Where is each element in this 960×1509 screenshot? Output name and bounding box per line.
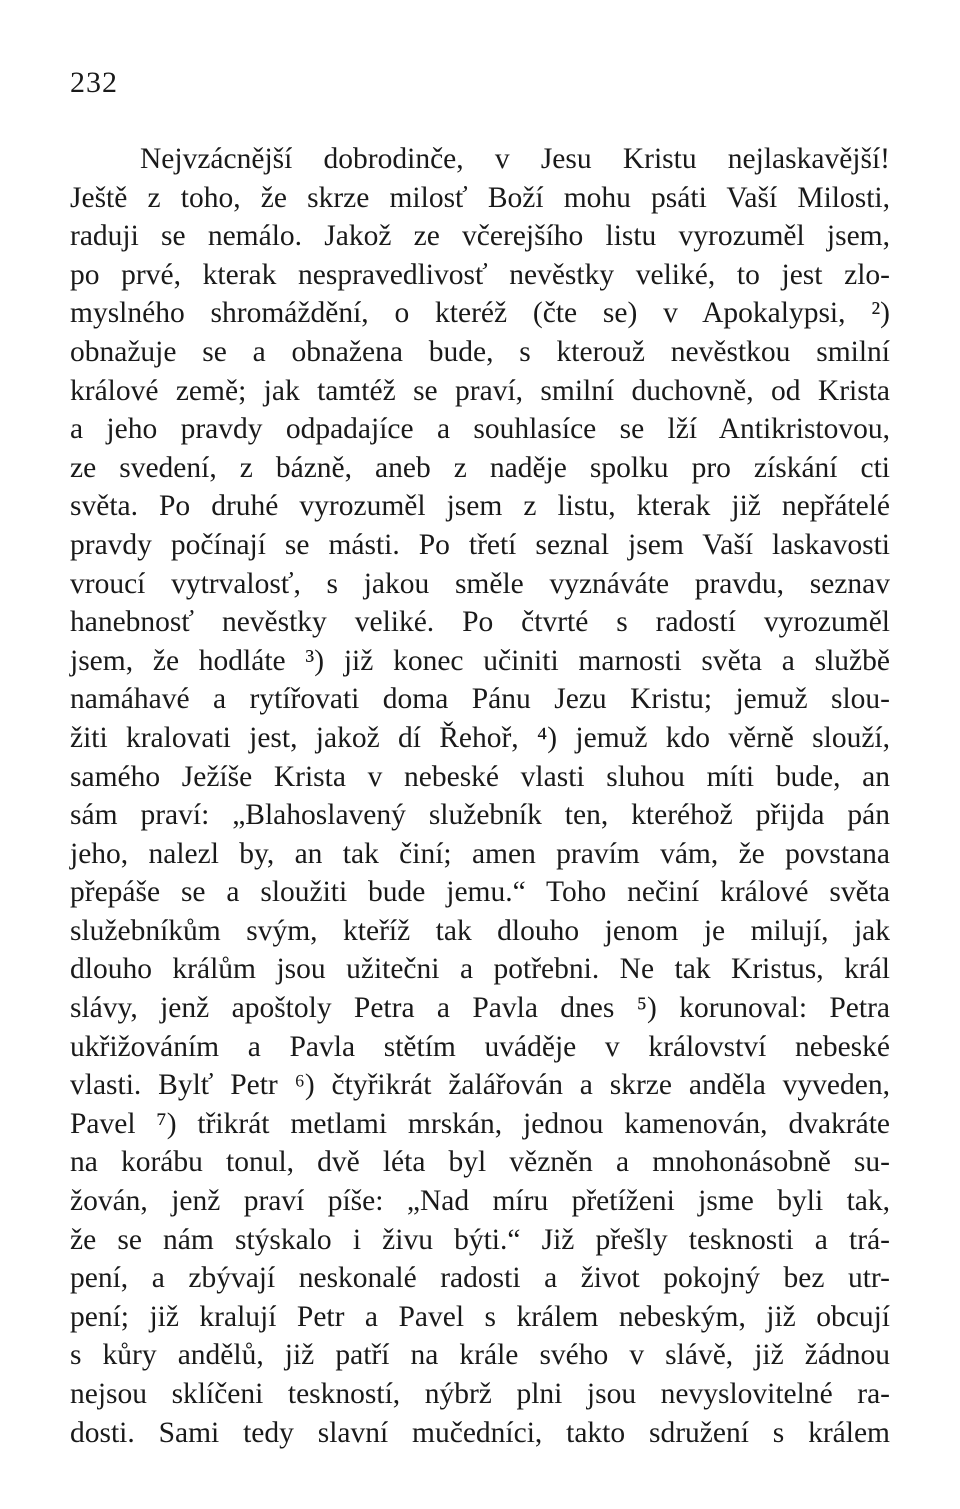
text-line: králové země; jak tamtéž se praví, smilní duchovně, od Krista — [70, 374, 890, 407]
text-line: jsem, že hodláte ³) již konec učiniti marnosti světa a službě — [70, 644, 890, 677]
text-line: že se nám stýskalo i živu býti.“ Již přešly tesknosti a trá- — [70, 1223, 890, 1256]
text-line: pravdy počínají se másti. Po třetí seznal jsem Vaší laskavosti — [70, 528, 890, 561]
text-line: Nejvzácnější dobrodinče, v Jesu Kristu nejlaskavější! — [140, 143, 890, 175]
text-line: vlasti. Bylť Petr ⁶) čtyřikrát žalářován a skrze anděla vyveden, — [70, 1069, 890, 1102]
text-line: hanebnosť nevěstky veliké. Po čtvrté s radostí vyrozuměl — [70, 606, 890, 639]
text-line: raduji se nemálo. Jakož ze včerejšího listu vyrozuměl jsem, — [70, 220, 890, 253]
text-line: jeho, nalezl by, an tak činí; amen pravím vám, že povstana — [70, 837, 890, 870]
text-line: s kůry andělů, již patří na krále svého v slávě, již žádnou — [70, 1339, 890, 1372]
text-line: dlouho králům jsou užitečni a potřebni. Ne tak Kristus, král — [70, 953, 890, 986]
text-line: sám praví: „Blahoslavený služebník ten, kteréhož přijda pán — [70, 799, 890, 832]
text-line: samého Ježíše Krista v nebeské vlasti sluhou míti bude, an — [70, 760, 890, 793]
text-line: ze svedení, z bázně, aneb z naděje spolku pro získání cti — [70, 451, 890, 484]
text-line: služebníkům svým, kteříž tak dlouho jenom je milují, jak — [70, 914, 890, 947]
text-line: a jeho pravdy odpadajíce a souhlasíce se lží Antikristovou, — [70, 413, 890, 446]
text-line: na korábu tonul, dvě léta byl vězněn a mnohonásobně su- — [70, 1146, 890, 1179]
text-line: myslného shromáždění, o kteréž (čte se) v Apokalypsi, ²) — [70, 297, 890, 330]
text-line: ukřižováním a Pavla stětím uváděje v království nebeské — [70, 1030, 890, 1063]
text-line: slávy, jenž apoštoly Petra a Pavla dnes ⁵) korunoval: Petra — [70, 992, 890, 1025]
text-line: žován, jenž praví píše: „Nad míru přetíženi jsme byli tak, — [70, 1185, 890, 1218]
text-line: světa. Po druhé vyrozuměl jsem z listu, kterak již nepřátelé — [70, 490, 890, 523]
text-line: namáhavé a rytířovati doma Pánu Jezu Kristu; jemuž slou- — [70, 683, 890, 716]
text-line: obnažuje se a obnažena bude, s kterouž nevěstkou smilní — [70, 335, 890, 368]
text-line: vroucí vytrvalosť, s jakou směle vyznáváte pravdu, seznav — [70, 567, 890, 600]
text-line: žiti kralovati jest, jakož dí Řehoř, ⁴) jemuž kdo věrně slouží, — [70, 721, 890, 754]
text-line: po prvé, kterak nespravedlivosť nevěstky veliké, to jest zlo- — [70, 258, 890, 291]
text-line: dosti. Sami tedy slavní mučedníci, takto sdružení s králem — [70, 1416, 890, 1449]
text-line: Ještě z toho, že skrze milosť Boží mohu psáti Vaší Milosti, — [70, 181, 890, 214]
text-line: Pavel ⁷) třikrát metlami mrskán, jednou kamenován, dvakráte — [70, 1107, 890, 1140]
text-line: nejsou sklíčeni teskností, nýbrž plni jsou nevyslovitelné ra- — [70, 1378, 890, 1410]
page-number: 232 — [70, 66, 118, 99]
text-line: pení, a zbývají neskonalé radosti a život pokojný bez utr- — [70, 1262, 890, 1295]
body-text — [70, 140, 890, 1452]
text-line: přepáše se a sloužiti bude jemu.“ Toho nečiní králové světa — [70, 876, 890, 909]
text-line: pení; již kralují Petr a Pavel s králem nebeským, již obcují — [70, 1300, 890, 1333]
